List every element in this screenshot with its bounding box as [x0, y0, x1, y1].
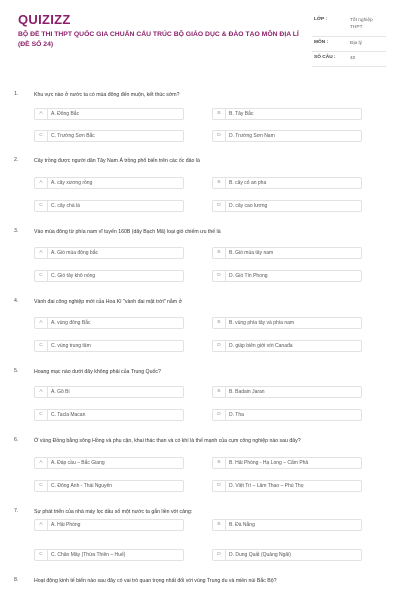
- option-c[interactable]: [34, 409, 184, 421]
- option-letter: A: [35, 318, 48, 328]
- option-text: B. cây cỏ an pha: [229, 180, 267, 186]
- option-d[interactable]: [212, 200, 362, 212]
- option-b[interactable]: [212, 457, 362, 469]
- option-letter: B: [213, 520, 226, 530]
- option-a[interactable]: [34, 247, 184, 259]
- question-5: [0, 368, 400, 428]
- option-text: B. vùng phía tây và phía nam: [229, 320, 295, 326]
- option-b[interactable]: [212, 519, 362, 531]
- question-text: Hoang mạc nào dưới đây không phải của Trung Quốc?: [34, 369, 161, 375]
- question-number: 8.: [14, 577, 19, 583]
- option-d[interactable]: [212, 549, 362, 561]
- option-text: D. giáp biên giới với Canađa: [229, 343, 293, 349]
- option-letter: D: [213, 410, 226, 420]
- question-8: [0, 577, 400, 597]
- option-text: B. Hải Phòng - Hạ Long – Cẩm Phả: [229, 460, 309, 466]
- option-b[interactable]: [212, 247, 362, 259]
- question-text: Sự phát triển của nhà máy lọc dầu số một nước ta gắn liền với cảng:: [34, 509, 193, 515]
- option-d[interactable]: [212, 480, 362, 492]
- option-d[interactable]: [212, 270, 362, 282]
- option-text: B. Gió mùa tây nam: [229, 250, 274, 256]
- meta-row-subject: [312, 37, 386, 52]
- option-letter: B: [213, 458, 226, 468]
- option-text: C. Gió tây khô nóng: [51, 273, 96, 279]
- option-text: C. Tacla Macan: [51, 412, 86, 418]
- meta-row-count: [312, 52, 386, 67]
- option-text: B. Badain Jaran: [229, 389, 265, 395]
- option-a[interactable]: [34, 317, 184, 329]
- option-letter: C: [35, 410, 48, 420]
- option-text: D. Dung Quất (Quảng Ngãi): [229, 552, 291, 558]
- option-text: D. Gió Tín Phong: [229, 273, 268, 279]
- option-a[interactable]: [34, 177, 184, 189]
- option-letter: C: [35, 271, 48, 281]
- question-7: [0, 508, 400, 568]
- option-letter: C: [35, 341, 48, 351]
- option-text: A. Gió mùa đông bắc: [51, 250, 98, 256]
- option-text: B. Đà Nẵng: [229, 522, 255, 528]
- option-letter: A: [35, 109, 48, 119]
- option-text: C. Trường Sơn Bắc: [51, 133, 95, 139]
- quizizz-logo: QUIZIZZ: [18, 12, 71, 27]
- option-d[interactable]: [212, 409, 362, 421]
- option-a[interactable]: [34, 386, 184, 398]
- option-c[interactable]: [34, 130, 184, 142]
- option-letter: B: [213, 387, 226, 397]
- option-letter: B: [213, 109, 226, 119]
- option-text: B. Tây Bắc: [229, 111, 254, 117]
- question-text: Ở vùng Đồng bằng sông Hồng và phụ cận, khai thác than và có khí là thế mạnh của cụm công nghiệp nào sau đây?: [34, 438, 301, 444]
- option-c[interactable]: [34, 340, 184, 352]
- question-number: 6.: [14, 437, 19, 443]
- option-c[interactable]: [34, 270, 184, 282]
- option-text: D. Trường Sơn Nam: [229, 133, 275, 139]
- option-a[interactable]: [34, 519, 184, 531]
- option-letter: A: [35, 458, 48, 468]
- question-number: 4.: [14, 298, 19, 304]
- option-c[interactable]: [34, 549, 184, 561]
- question-3: [0, 228, 400, 288]
- option-text: C. vùng trung tâm: [51, 343, 91, 349]
- meta-value: Tốt nghiệp THPT: [350, 18, 373, 30]
- question-number: 2.: [14, 157, 19, 163]
- quiz-title: BỘ ĐỀ THI THPT QUỐC GIA CHUẨN CẤU TRÚC BỘ GIÁO DỤC & ĐÀO TẠO MÔN ĐỊA LÍ (ĐỀ SỐ 24): [18, 31, 299, 48]
- option-text: A. Đông Bắc: [51, 111, 80, 117]
- option-c[interactable]: [34, 200, 184, 212]
- option-letter: A: [35, 178, 48, 188]
- option-b[interactable]: [212, 386, 362, 398]
- option-text: A. cây xương rồng: [51, 180, 93, 186]
- option-letter: D: [213, 481, 226, 491]
- option-letter: C: [35, 201, 48, 211]
- meta-label: SỐ CÂU :: [314, 55, 336, 60]
- option-letter: C: [35, 550, 48, 560]
- option-text: A. vùng đông Bắc: [51, 320, 91, 326]
- option-text: C. Chân Mây (Thừa Thiên – Huế): [51, 552, 126, 558]
- option-letter: D: [213, 341, 226, 351]
- option-b[interactable]: [212, 177, 362, 189]
- option-b[interactable]: [212, 317, 362, 329]
- option-text: D. Tha: [229, 412, 244, 418]
- option-d[interactable]: [212, 340, 362, 352]
- option-d[interactable]: [212, 130, 362, 142]
- option-letter: D: [213, 131, 226, 141]
- option-text: C. cây chà là: [51, 203, 80, 209]
- question-6: [0, 437, 400, 497]
- option-text: D. Việt Trì – Lâm Thao – Phú Thọ: [229, 483, 304, 489]
- meta-label: MÔN :: [314, 40, 329, 45]
- option-text: C. Đông Anh - Thái Nguyên: [51, 483, 113, 489]
- option-text: A. Hải Phòng: [51, 522, 81, 528]
- option-letter: C: [35, 481, 48, 491]
- option-letter: D: [213, 550, 226, 560]
- header: [0, 0, 400, 80]
- question-number: 3.: [14, 228, 19, 234]
- question-4: [0, 298, 400, 358]
- question-2: [0, 157, 400, 217]
- question-text: Vành đai công nghiệp mới của Hoa Kì "vành đai mặt trời" nằm ở: [34, 299, 182, 305]
- option-letter: D: [213, 271, 226, 281]
- option-letter: D: [213, 201, 226, 211]
- option-c[interactable]: [34, 480, 184, 492]
- option-text: D. cây cao lương: [229, 203, 268, 209]
- option-a[interactable]: [34, 457, 184, 469]
- option-text: A. Đáp cầu – Bắc Giang: [51, 460, 105, 466]
- option-letter: B: [213, 248, 226, 258]
- option-letter: A: [35, 387, 48, 397]
- question-text: Khu vực nào ở nước ta có mùa đông đến muộn, kết thúc sớm?: [34, 92, 180, 98]
- quiz-meta: [312, 14, 386, 67]
- meta-value: 40: [350, 56, 356, 61]
- question-1: [0, 91, 400, 151]
- option-letter: C: [35, 131, 48, 141]
- meta-value: Địa lý: [350, 41, 362, 46]
- option-letter: B: [213, 178, 226, 188]
- option-text: A. Gô Bi: [51, 389, 70, 395]
- question-number: 5.: [14, 368, 19, 374]
- option-a[interactable]: [34, 108, 184, 120]
- question-text: Vào mùa đông từ phía nam vĩ tuyến 160B (dãy Bạch Mã) loại gió chiếm ưu thế là: [34, 229, 221, 235]
- meta-row-class: [312, 14, 386, 37]
- option-letter: B: [213, 318, 226, 328]
- option-b[interactable]: [212, 108, 362, 120]
- question-text: Cây trồng được người dân Tây Nam Á trồng phổ biến trên các ốc đảo là: [34, 158, 200, 164]
- option-letter: A: [35, 520, 48, 530]
- meta-label: LỚP :: [314, 17, 328, 22]
- option-letter: A: [35, 248, 48, 258]
- question-number: 7.: [14, 508, 19, 514]
- question-text: Hoạt động kinh tế biển nào sau đây có vai trò quan trọng nhất đối với vùng Trung du và miền núi Bắc Bộ?: [34, 578, 277, 584]
- question-number: 1.: [14, 91, 19, 97]
